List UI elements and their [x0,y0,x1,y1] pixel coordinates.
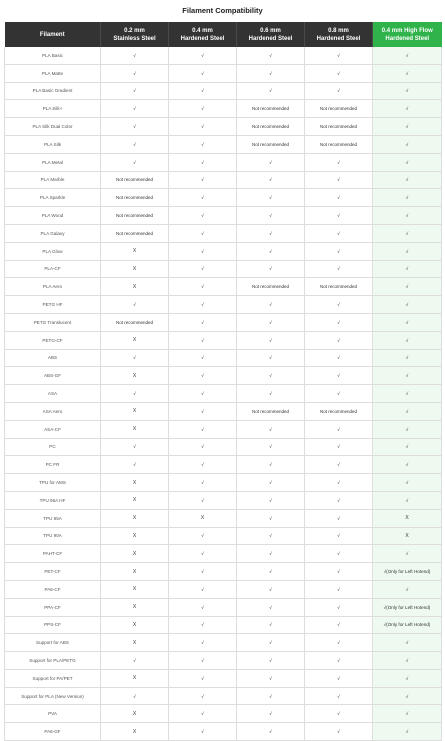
compat-cell: √ [237,652,305,670]
table-row [5,47,442,64]
compat-cell: √ [169,634,237,652]
compat-cell: X [101,260,169,278]
filament-name-cell: PC [5,438,101,456]
compat-cell: √ [305,580,373,598]
compat-cell: √ [305,687,373,705]
filament-name-cell: Support for PLA/PETG [5,652,101,670]
table-row [5,118,442,136]
table-row [5,171,442,189]
compat-cell: √ [373,634,442,652]
compat-cell: √ [169,491,237,509]
compat-cell: √ [237,687,305,705]
compat-cell: √ [237,171,305,189]
table-row [5,296,442,314]
header-line2: Hardened Steel [248,35,293,42]
header-line1: 0.2 mm [124,27,145,34]
compat-cell: √ [169,224,237,242]
table-row [5,438,442,456]
filament-name-cell: TPU 90A [5,527,101,545]
table-row [5,189,442,207]
table-row [5,402,442,420]
compat-cell: √ [169,82,237,100]
compat-cell: √ [373,118,442,136]
compat-cell: √ [373,278,442,296]
filament-name-cell: PETG-CF [5,331,101,349]
compat-cell: √ [101,100,169,118]
compat-cell: √ [373,474,442,492]
table-row [5,563,442,581]
compat-cell: √ [169,580,237,598]
compat-cell: √ [237,420,305,438]
compat-cell: √ [101,349,169,367]
table-row [5,705,442,723]
compat-cell: Not recommended [305,402,373,420]
header-line2: Stainless Steel [113,35,156,42]
filament-name-cell: ASA-CF [5,420,101,438]
compat-cell: √ [169,260,237,278]
filament-name-cell: PLA Basic Gradient [5,82,101,100]
compat-cell: √ [169,47,237,64]
compat-cell: √ [237,616,305,634]
header-line2: Hardened Steel [180,35,225,42]
compat-cell: X [101,580,169,598]
compat-cell: X [101,545,169,563]
compat-cell: √ [237,598,305,616]
table-row [5,278,442,296]
filament-name-cell: TPU for AMS [5,474,101,492]
compat-cell: √ [373,189,442,207]
compat-cell: Not recommended [101,224,169,242]
compat-cell: √(Only for Left Hotend) [373,563,442,581]
compat-cell: √ [305,367,373,385]
compat-cell: √ [169,652,237,670]
compat-cell: √ [305,438,373,456]
compat-cell: X [373,527,442,545]
table-row [5,509,442,527]
compat-cell: √ [237,491,305,509]
compat-cell: √ [305,420,373,438]
compat-cell: √ [373,135,442,153]
compat-cell: X [101,242,169,260]
filament-name-cell: PA6-CF [5,580,101,598]
filament-name-cell: ABS-GF [5,367,101,385]
table-row [5,723,442,741]
table-row [5,669,442,687]
compat-cell: √ [169,64,237,82]
table-row [5,260,442,278]
compat-cell: √ [169,402,237,420]
table-row [5,207,442,225]
compat-cell: √ [237,82,305,100]
compat-cell: √ [169,705,237,723]
compat-cell: Not recommended [305,118,373,136]
filament-name-cell: ASA Aero [5,402,101,420]
compat-cell: Not recommended [237,135,305,153]
compat-cell: √ [373,385,442,403]
table-row [5,545,442,563]
compat-cell: √ [373,100,442,118]
compat-cell: Not recommended [101,313,169,331]
compat-cell: √ [237,563,305,581]
compat-cell: √ [237,456,305,474]
compat-cell: √(Only for Left Hotend) [373,598,442,616]
compat-cell: √ [169,598,237,616]
compat-cell: √ [169,438,237,456]
compat-cell: √ [373,420,442,438]
filament-name-cell: Support for PLA (New Version) [5,687,101,705]
compat-cell: √ [305,545,373,563]
compat-cell: X [101,278,169,296]
compat-cell: √ [169,723,237,741]
compat-cell: √ [305,64,373,82]
compat-cell: √ [373,545,442,563]
compat-cell: X [101,474,169,492]
compat-cell: √ [305,456,373,474]
compat-cell: √ [237,47,305,64]
compat-cell: X [101,616,169,634]
compat-cell: √ [101,153,169,171]
compat-cell: √ [373,260,442,278]
compat-cell: √ [169,527,237,545]
compat-cell: Not recommended [101,171,169,189]
table-row [5,135,442,153]
compat-cell: √ [305,669,373,687]
compatibility-table [4,22,442,741]
page-title: Filament Compatibility [182,6,263,15]
compat-cell: √ [305,171,373,189]
compat-cell: √ [373,47,442,64]
filament-name-cell: PLA Silk [5,135,101,153]
table-row [5,652,442,670]
table-header [5,22,442,47]
filament-name-cell: PPA-CF [5,598,101,616]
header-line2: Hardened Steel [316,35,361,42]
compat-cell: √ [373,438,442,456]
compat-cell: √ [237,242,305,260]
compat-cell: X [101,491,169,509]
compat-cell: √ [169,456,237,474]
compat-cell: √ [373,313,442,331]
filament-name-cell: PETG Translucent [5,313,101,331]
header-row [5,22,442,47]
compat-cell: √ [169,367,237,385]
table-row [5,491,442,509]
filament-name-cell: PAHT-CF [5,545,101,563]
filament-name-cell: PPS-CF [5,616,101,634]
compat-cell: √ [305,296,373,314]
filament-name-cell: ASA [5,385,101,403]
compat-cell: √ [169,189,237,207]
compat-cell: √ [237,349,305,367]
compat-cell: √ [373,207,442,225]
compat-cell: Not recommended [237,278,305,296]
compat-cell: Not recommended [305,278,373,296]
compat-cell: √ [305,82,373,100]
compat-cell: √ [101,385,169,403]
compat-cell: √ [101,652,169,670]
table-row [5,64,442,82]
compat-cell: √ [101,296,169,314]
compat-cell: √ [373,456,442,474]
filament-name-cell: PLA Matte [5,64,101,82]
compat-cell: √ [169,385,237,403]
table-row [5,349,442,367]
table-row [5,385,442,403]
filament-name-cell: PLA Marble [5,171,101,189]
compat-cell: X [101,420,169,438]
compat-cell: √ [373,705,442,723]
compat-cell: Not recommended [237,118,305,136]
compat-cell: √ [237,474,305,492]
compat-cell: √ [237,669,305,687]
header-nozzle-04-high-flow [373,22,442,47]
compat-cell: √ [373,331,442,349]
table-row [5,82,442,100]
filament-name-cell: PETG HF [5,296,101,314]
compat-cell: X [101,669,169,687]
table-row [5,474,442,492]
table-row [5,420,442,438]
compat-cell: √ [373,349,442,367]
compat-cell: X [101,402,169,420]
table-row [5,100,442,118]
filament-name-cell: PLA Silk Dual Color [5,118,101,136]
compat-cell: √ [373,367,442,385]
compat-cell: √ [373,669,442,687]
header-nozzle-04-hardened [169,22,237,47]
table-row [5,616,442,634]
compat-cell: X [101,598,169,616]
compat-cell: √ [101,687,169,705]
compat-cell: √ [237,580,305,598]
compat-cell: √ [373,491,442,509]
compat-cell: √ [237,705,305,723]
compat-cell: Not recommended [101,189,169,207]
compat-cell: √ [305,189,373,207]
filament-name-cell: PLA Galaxy [5,224,101,242]
compat-cell: √ [373,296,442,314]
compat-cell: √ [169,687,237,705]
filament-name-cell: Support for PA/PET [5,669,101,687]
compat-cell: Not recommended [305,135,373,153]
compat-cell: √ [101,456,169,474]
table-row [5,331,442,349]
compat-cell: √ [101,47,169,64]
compat-cell: √ [169,331,237,349]
compat-cell: √ [237,509,305,527]
compat-cell: √ [305,616,373,634]
compat-cell: √ [305,207,373,225]
compat-cell: √ [305,705,373,723]
compat-cell: X [169,509,237,527]
compat-cell: √ [237,296,305,314]
compat-cell: X [101,723,169,741]
compat-cell: √ [237,367,305,385]
header-nozzle-06-hardened [237,22,305,47]
table-row [5,634,442,652]
compat-cell: √ [305,634,373,652]
compat-cell: √ [101,118,169,136]
compat-cell: Not recommended [237,100,305,118]
table-row [5,224,442,242]
compat-cell: √ [169,474,237,492]
compat-cell: √ [373,153,442,171]
compat-cell: Not recommended [101,207,169,225]
compat-cell: √ [305,260,373,278]
compat-cell: √ [305,723,373,741]
compat-cell: √ [373,580,442,598]
compat-cell: √ [169,669,237,687]
compat-cell: √ [237,385,305,403]
compat-cell: √ [169,545,237,563]
header-line1: Filament [39,31,65,38]
header-filament [5,22,101,47]
filament-name-cell: PLA Silk+ [5,100,101,118]
filament-name-cell: PET-CF [5,563,101,581]
compat-cell: √ [373,82,442,100]
filament-name-cell: PC FR [5,456,101,474]
compat-cell: √ [305,242,373,260]
compat-cell: √ [169,563,237,581]
compat-cell: √ [169,100,237,118]
compat-cell: √ [237,313,305,331]
filament-name-cell: PA6-GF [5,723,101,741]
header-line1: 0.8 mm [328,27,349,34]
compat-cell: √ [305,224,373,242]
header-line1: 0.4 mm [192,27,213,34]
compat-cell: Not recommended [305,100,373,118]
header-line1: 0.6 mm [260,27,281,34]
compat-cell: √ [101,64,169,82]
compat-cell: X [101,527,169,545]
compat-cell: √ [373,64,442,82]
filament-name-cell: PLA Glow [5,242,101,260]
table-row [5,598,442,616]
filament-name-cell: PLA Metal [5,153,101,171]
compat-cell: √ [101,135,169,153]
compat-cell: √(Only for Left Hotend) [373,616,442,634]
compat-cell: √ [169,349,237,367]
compat-cell: √ [237,153,305,171]
filament-name-cell: PLA Aero [5,278,101,296]
compat-cell: √ [237,189,305,207]
filament-name-cell: PLA Wood [5,207,101,225]
compat-cell: √ [169,616,237,634]
filament-name-cell: TPU 95A HF [5,491,101,509]
compat-cell: √ [169,278,237,296]
table-row [5,687,442,705]
compat-cell: √ [373,171,442,189]
compat-cell: √ [169,296,237,314]
compat-cell: √ [305,331,373,349]
filament-name-cell: PLA Basic [5,47,101,64]
filament-name-cell: PLA Sparkle [5,189,101,207]
table-row [5,313,442,331]
compat-cell: √ [237,224,305,242]
compat-cell: Not recommended [237,402,305,420]
compat-cell: √ [169,242,237,260]
filament-name-cell: TPU 85A [5,509,101,527]
compat-cell: √ [305,474,373,492]
compat-cell: √ [101,438,169,456]
compat-cell: √ [305,313,373,331]
compat-cell: X [101,509,169,527]
compat-cell: X [101,331,169,349]
header-nozzle-08-hardened [305,22,373,47]
compat-cell: √ [305,563,373,581]
compat-cell: √ [169,207,237,225]
table-row [5,242,442,260]
compat-cell: X [101,634,169,652]
compat-cell: √ [373,687,442,705]
compat-cell: X [101,563,169,581]
compat-cell: √ [169,135,237,153]
compat-cell: √ [305,47,373,64]
table-row [5,153,442,171]
compat-cell: √ [169,118,237,136]
compat-cell: √ [237,207,305,225]
filament-name-cell: PVA [5,705,101,723]
compat-cell: √ [237,331,305,349]
compat-cell: √ [169,420,237,438]
header-line1: 0.4 mm High Flow [381,27,433,34]
table-body [5,47,442,741]
compat-cell: √ [237,438,305,456]
compat-cell: X [373,509,442,527]
compat-cell: √ [305,153,373,171]
filament-name-cell: ABS [5,349,101,367]
compat-cell: √ [101,82,169,100]
compat-cell: √ [169,313,237,331]
table-row [5,580,442,598]
compat-cell: √ [305,509,373,527]
compat-cell: √ [237,634,305,652]
compat-cell: √ [237,723,305,741]
header-nozzle-02-stainless [101,22,169,47]
compat-cell: √ [305,491,373,509]
compat-cell: √ [305,349,373,367]
filament-name-cell: Support for ABS [5,634,101,652]
compat-cell: √ [237,545,305,563]
compat-cell: √ [373,402,442,420]
compat-cell: √ [237,527,305,545]
compat-cell: √ [305,598,373,616]
compat-cell: √ [373,224,442,242]
compat-cell: X [101,367,169,385]
compat-cell: √ [305,527,373,545]
compat-cell: X [101,705,169,723]
header-line2: Hardened Steel [385,35,430,42]
compat-cell: √ [305,385,373,403]
compat-cell: √ [169,171,237,189]
compat-cell: √ [373,652,442,670]
compat-cell: √ [373,723,442,741]
compat-cell: √ [237,260,305,278]
compat-cell: √ [237,64,305,82]
table-row [5,367,442,385]
table-row [5,527,442,545]
filament-name-cell: PLA-CF [5,260,101,278]
compat-cell: √ [169,153,237,171]
compat-cell: √ [373,242,442,260]
table-row [5,456,442,474]
compat-cell: √ [305,652,373,670]
